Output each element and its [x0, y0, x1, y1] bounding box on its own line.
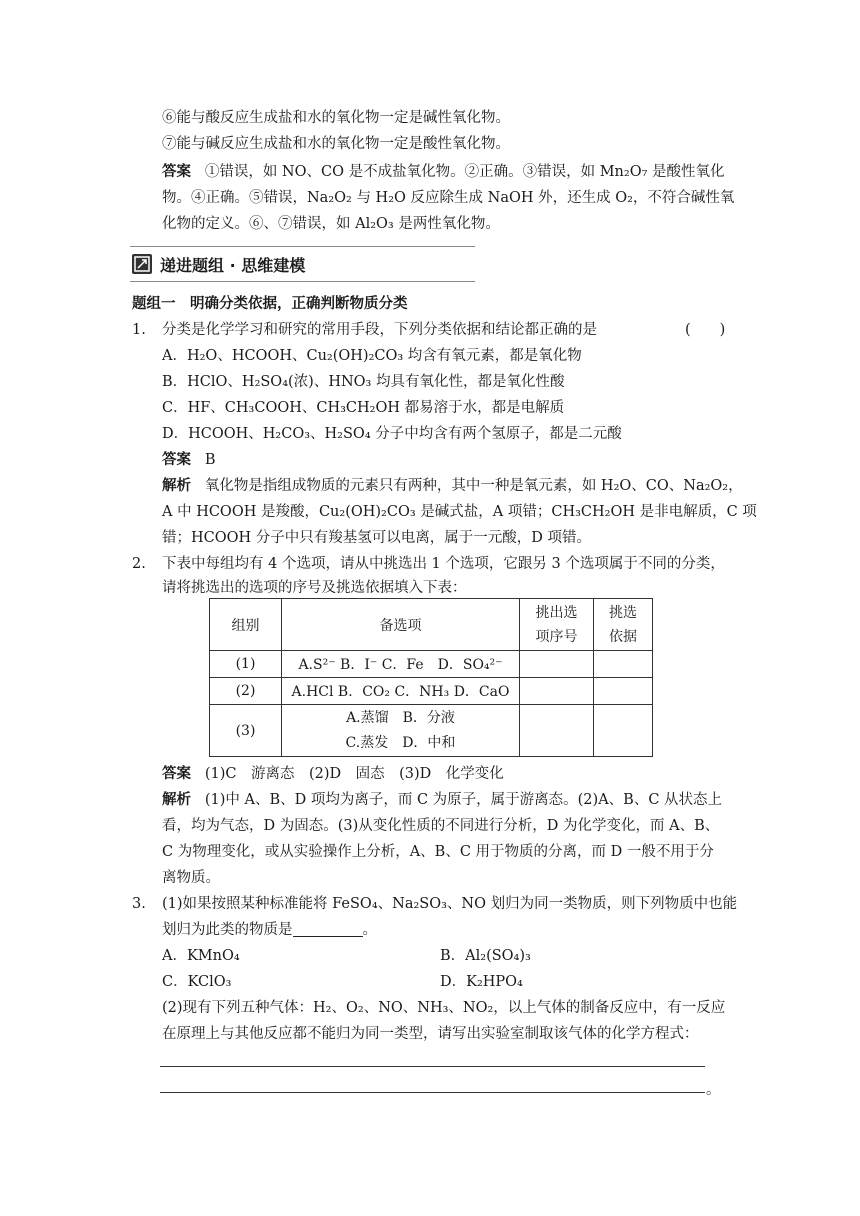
cell-options-line1: A.蒸馏 B．分液 [346, 709, 455, 726]
cell-options [282, 705, 520, 757]
header-basis [594, 599, 653, 651]
answer-row-3: 化物的定义。⑥、⑦错误，如 Al₂O₃ 是两性氧化物。 [162, 216, 500, 232]
answer-text: (1)C 游离态 (2)D 固态 (3)D 化学变化 [204, 766, 504, 782]
cell-pick[interactable] [520, 678, 594, 705]
section-banner [130, 246, 475, 282]
divider [130, 281, 475, 282]
table-row [210, 651, 653, 678]
q1-option-c: C．HF、CH₃COOH、CH₃CH₂OH 都易溶于水，都是电解质 [162, 400, 565, 416]
header-basis-line1: 挑选 [609, 604, 637, 621]
q1-option-a: A．H₂O、HCOOH、Cu₂(OH)₂CO₃ 均含有氧元素，都是氧化物 [162, 348, 582, 364]
q3-part1-end: 。 [362, 922, 377, 938]
q3-part2-line1: (2)现有下列五种气体：H₂、O₂、NO、NH₃、NO₂，以上气体的制备反应中，有一反应 [162, 1000, 726, 1016]
section-icon [132, 254, 152, 274]
cell-pick[interactable] [520, 651, 594, 678]
statement-7: ⑦能与碱反应生成盐和水的氧化物一定是酸性氧化物。 [162, 136, 510, 152]
q1-explanation-row [162, 476, 743, 496]
q2-number: 2. [132, 556, 146, 572]
explanation-text: (1)中 A、B、D 项均为离子，而 C 为原子，属于游离态。(2)A、B、C 从状态上 [204, 792, 723, 808]
explanation-label: 解析 [162, 478, 191, 494]
answer-text: ①错误，如 NO、CO 是不成盐氧化物。②正确。③错误，如 Mn₂O₇ 是酸性氧化 [204, 164, 725, 180]
q1-stem: 分类是化学学习和研究的常用手段，下列分类依据和结论都正确的是 [162, 322, 597, 338]
q2-explanation-row: 离物质。 [162, 870, 220, 886]
q2-explanation-row [162, 790, 722, 810]
answer-text: B [204, 452, 216, 468]
q3-part1-line2 [162, 920, 377, 940]
cell-basis[interactable] [594, 705, 653, 757]
answer-blank-line[interactable] [160, 1066, 705, 1067]
answer-row-2: 物。④正确。⑤错误，Na₂O₂ 与 H₂O 反应除生成 NaOH 外，还生成 O₂，不符合碱性氧 [162, 190, 735, 206]
q3-part1-line1: (1)如果按照某种标准能将 FeSO₄、Na₂SO₃、NO 划归为同一类物质，则下列物质中也能 [162, 896, 738, 912]
cell-group: (3) [210, 705, 282, 757]
q1-option-d: D．HCOOH、H₂CO₃、H₂SO₄ 分子中均含有两个氢原子，都是二元酸 [162, 426, 622, 442]
answer-label: 答案 [162, 164, 191, 180]
group-heading: 题组一 明确分类依据，正确判断物质分类 [132, 296, 408, 312]
header-pick [520, 599, 594, 651]
header-group: 组别 [210, 599, 282, 651]
header-basis-line2: 依据 [609, 628, 637, 645]
table-row [210, 678, 653, 705]
cell-basis[interactable] [594, 678, 653, 705]
q3-option-a: A．KMnO₄ [162, 948, 240, 964]
answer-label: 答案 [162, 452, 191, 468]
answer-blank-line[interactable] [160, 1092, 705, 1093]
fill-in-blank[interactable] [293, 921, 363, 937]
q3-part1-text: 划归为此类的物质是 [162, 922, 293, 938]
q3-number: 3. [132, 896, 146, 912]
cell-options: A.S²⁻ B．I⁻ C．Fe D．SO₄²⁻ [282, 651, 520, 678]
q1-number: 1. [132, 322, 146, 338]
q3-part2-line2: 在原理上与其他反应都不能归为同一类型，请写出实验室制取该气体的化学方程式： [162, 1026, 699, 1042]
table-header-row [210, 599, 653, 651]
cell-pick[interactable] [520, 705, 594, 757]
q2-answer [162, 764, 504, 784]
cell-basis[interactable] [594, 651, 653, 678]
cell-group: (2) [210, 678, 282, 705]
q1-explanation-row: 错；HCOOH 分子中只有羧基氢可以电离，属于一元酸，D 项错。 [162, 530, 592, 546]
q1-answer-paren: ( ) [685, 322, 726, 338]
table-row [210, 705, 653, 757]
q2-stem-2: 请将挑选出的选项的序号及挑选依据填入下表： [162, 580, 467, 596]
cell-options-line2: C.蒸发 D．中和 [345, 734, 456, 751]
q3-option-b: B．Al₂(SO₄)₃ [440, 948, 531, 964]
answer-row-1 [162, 162, 725, 182]
section-title: 递进题组 · 思维建模 [160, 256, 306, 275]
cell-group: (1) [210, 651, 282, 678]
q3-option-d: D．K₂HPO₄ [440, 974, 523, 990]
explanation-text: 氧化物是指组成物质的元素只有两种，其中一种是氧元素，如 H₂O、CO、Na₂O₂， [204, 478, 743, 494]
q1-explanation-row: A 中 HCOOH 是羧酸，Cu₂(OH)₂CO₃ 是碱式盐，A 项错；CH₃CH₂OH 是非电解质，C 项 [162, 504, 757, 520]
header-pick-line1: 挑出选 [535, 604, 578, 621]
q3-end-period: 。 [706, 1082, 721, 1098]
q2-explanation-row: 看，均为气态，D 为固态。(3)从变化性质的不同进行分析，D 为化学变化，而 A、B、 [162, 818, 720, 834]
header-options: 备选项 [282, 599, 520, 651]
q1-answer [162, 450, 215, 470]
q2-explanation-row: C 为物理变化，或从实验操作上分析，A、B、C 用于物质的分离，而 D 一般不用于分 [162, 844, 714, 860]
cell-options: A.HCl B．CO₂ C．NH₃ D．CaO [282, 678, 520, 705]
divider [130, 246, 475, 247]
answer-label: 答案 [162, 766, 191, 782]
q2-stem-1: 下表中每组均有 4 个选项，请从中挑选出 1 个选项，它跟另 3 个选项属于不同的分类， [162, 556, 725, 572]
q3-option-c: C．KClO₃ [162, 974, 232, 990]
header-pick-line2: 项序号 [535, 628, 578, 645]
q1-option-b: B．HClO、H₂SO₄(浓)、HNO₃ 均具有氧化性，都是氧化性酸 [162, 374, 565, 390]
explanation-label: 解析 [162, 792, 191, 808]
q2-table [209, 598, 653, 757]
statement-6: ⑥能与酸反应生成盐和水的氧化物一定是碱性氧化物。 [162, 110, 510, 126]
